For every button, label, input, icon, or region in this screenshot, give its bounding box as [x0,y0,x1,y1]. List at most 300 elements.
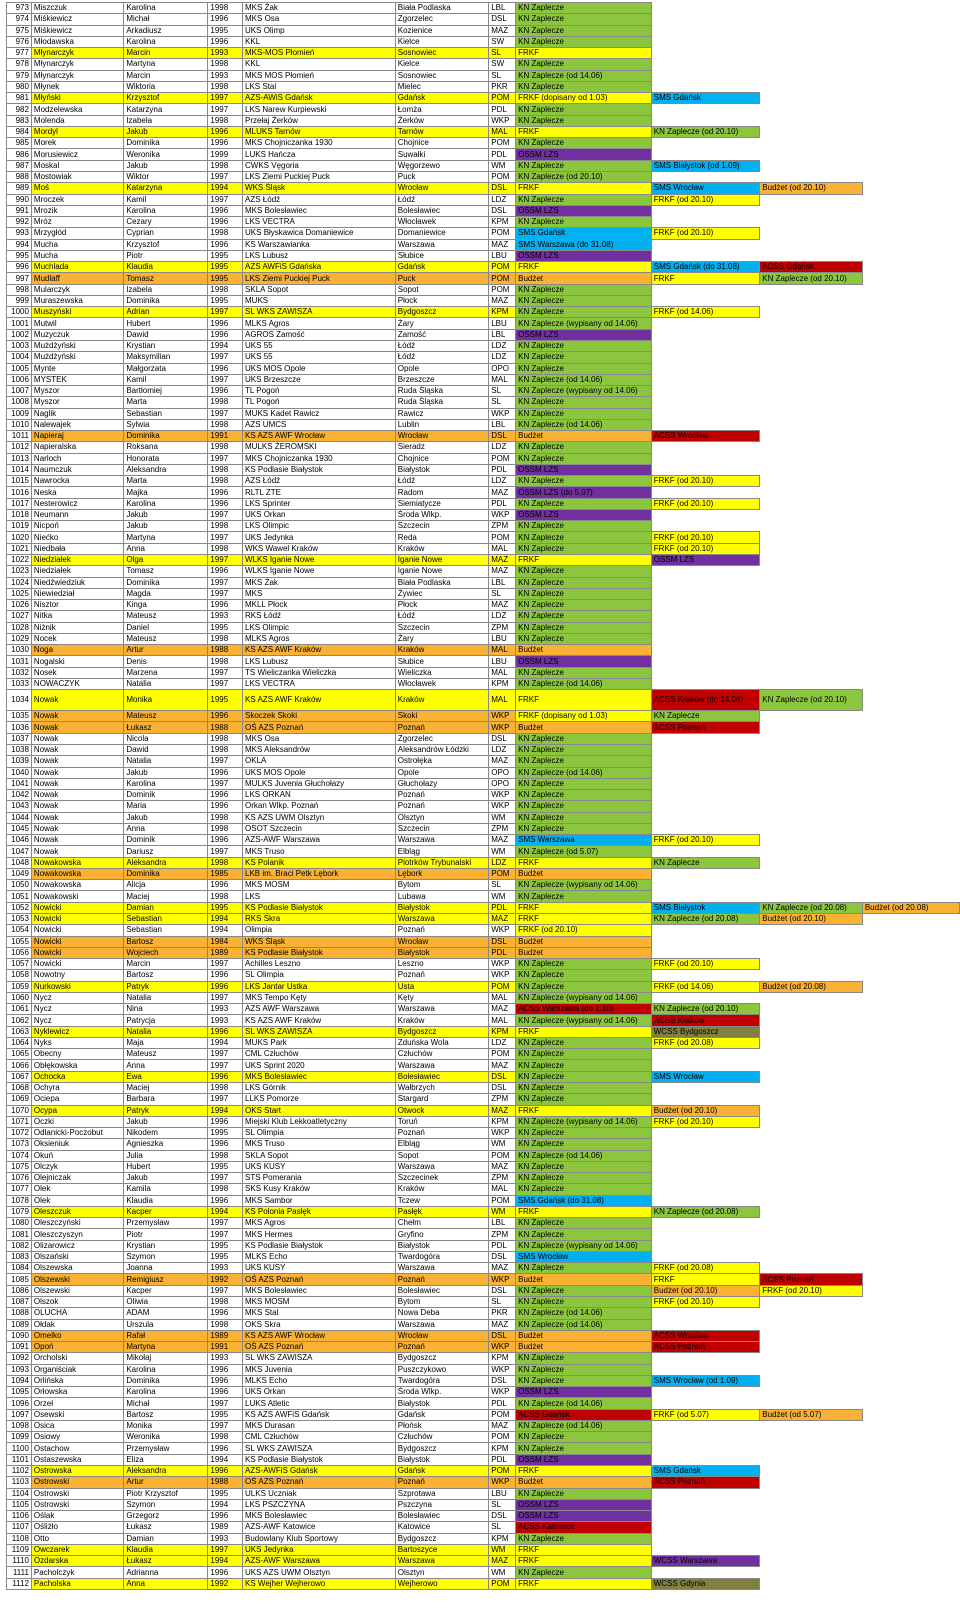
club-cell: LKS VECTRA [243,678,396,689]
birth-year-cell: 1997 [208,1229,243,1240]
surname-cell: Niżnik [31,622,123,633]
birth-year-cell: 1997 [208,667,243,678]
club-cell: LKS Lubusz [243,656,396,667]
table-row [7,1082,960,1093]
club-cell: KKL [243,59,396,70]
table-row [7,138,960,149]
empty-cell [862,1240,959,1251]
birth-year-cell: 1997 [208,992,243,1003]
surname-cell: Olizarowicz [31,1240,123,1251]
program-2-cell: FRKF (od 20.10) [651,1116,760,1127]
empty-cell [651,419,760,430]
surname-cell: Nalewajek [31,419,123,430]
region-cell: OPO [489,767,516,778]
city-cell: Chełm [395,1218,489,1229]
first-name-cell: Łukasz [124,1522,208,1533]
club-cell: KS Warszawianka [243,239,396,250]
empty-cell [862,1297,959,1308]
table-row [7,352,960,363]
row-number-cell: 1016 [7,487,32,498]
empty-cell [862,633,959,644]
region-cell: WKP [489,408,516,419]
program-1-cell: KN Zaplecze [516,1364,652,1375]
empty-cell [760,1567,863,1578]
city-cell: Słubice [395,656,489,667]
club-cell: AZS-AWF Warszawa [243,1556,396,1567]
empty-cell [651,487,760,498]
program-1-cell: SMS Wrocław [516,1251,652,1262]
region-cell: POM [489,532,516,543]
surname-cell: Nowak [31,733,123,744]
surname-cell: Nowicki [31,902,123,913]
city-cell: Sopot [395,1150,489,1161]
club-cell: OŚ AZS Poznań [243,1477,396,1488]
first-name-cell: Olga [124,555,208,566]
club-cell: SL WKS ZAWISZA [243,307,396,318]
empty-cell [760,1229,863,1240]
surname-cell: Nowakowska [31,880,123,891]
first-name-cell: Roksana [124,442,208,453]
empty-cell [862,678,959,689]
row-number-cell: 1089 [7,1319,32,1330]
club-cell: SKLA Sopot [243,284,396,295]
row-number-cell: 1035 [7,711,32,722]
empty-cell [862,25,959,36]
row-number-cell: 1013 [7,453,32,464]
surname-cell: Orcholski [31,1353,123,1364]
row-number-cell: 990 [7,194,32,205]
club-cell: OŚ AZS Poznań [243,722,396,733]
table-row [7,1319,960,1330]
birth-year-cell: 1995 [208,902,243,913]
region-cell: MAL [489,543,516,554]
surname-cell: Naumczuk [31,464,123,475]
surname-cell: Młyński [31,93,123,104]
row-number-cell: 988 [7,171,32,182]
first-name-cell: Rafał [124,1330,208,1341]
city-cell: Białystok [395,1454,489,1465]
club-cell: TS Wieliczanka Wieliczka [243,667,396,678]
club-cell: MUKS Kadet Rawicz [243,408,396,419]
club-cell: MLKS Echo [243,1375,396,1386]
empty-cell [651,1150,760,1161]
table-row [7,104,960,115]
table-row [7,622,960,633]
empty-cell [862,622,959,633]
region-cell: WKP [489,1477,516,1488]
empty-cell [862,1139,959,1150]
first-name-cell: Hubert [124,318,208,329]
table-row [7,419,960,430]
empty-cell [862,846,959,857]
empty-cell [651,397,760,408]
empty-cell [651,790,760,801]
empty-cell [760,318,863,329]
club-cell: MLKS Agros [243,633,396,644]
program-1-cell: KN Zaplecze (od 14.06) [516,374,652,385]
table-row [7,521,960,532]
program-1-cell: KN Zaplecze (od 14.06) [516,767,652,778]
club-cell: KS AZS AWF Wrocław [243,1330,396,1341]
empty-cell [862,767,959,778]
empty-cell [651,81,760,92]
first-name-cell: Daniel [124,622,208,633]
birth-year-cell: 1996 [208,767,243,778]
birth-year-cell: 1997 [208,1060,243,1071]
program-1-cell: KN Zaplecze [516,104,652,115]
empty-cell [862,1432,959,1443]
row-number-cell: 1061 [7,1004,32,1015]
empty-cell [862,1488,959,1499]
empty-cell [862,1556,959,1567]
first-name-cell: Remigiusz [124,1274,208,1285]
surname-cell: Nogalski [31,656,123,667]
first-name-cell: Kamil [124,374,208,385]
birth-year-cell: 1996 [208,790,243,801]
row-number-cell: 1058 [7,970,32,981]
table-row [7,3,960,14]
first-name-cell: Ewa [124,1071,208,1082]
birth-year-cell: 1994 [208,1105,243,1116]
empty-cell [862,273,959,284]
city-cell: Kraków [395,1184,489,1195]
first-name-cell: Piotr [124,250,208,261]
surname-cell: Nowicki [31,936,123,947]
empty-cell [651,566,760,577]
empty-cell [862,1195,959,1206]
city-cell: Gdańsk [395,93,489,104]
empty-cell [862,835,959,846]
empty-cell [760,104,863,115]
program-1-cell: KN Zaplecze [516,543,652,554]
surname-cell: Molenda [31,115,123,126]
program-2-cell: ACSS Wrocław [651,1330,760,1341]
empty-cell [862,104,959,115]
program-1-cell: FRKF [516,126,652,137]
surname-cell: Młynarczyk [31,59,123,70]
program-1-cell: KN Zaplecze [516,981,652,992]
row-number-cell: 1009 [7,408,32,419]
program-2-cell: WCSS Gdynia [651,1578,760,1589]
birth-year-cell: 1997 [208,104,243,115]
city-cell: Gryfino [395,1229,489,1240]
first-name-cell: Anna [124,543,208,554]
program-1-cell: KN Zaplecze [516,1567,652,1578]
empty-cell [862,1082,959,1093]
empty-cell [862,284,959,295]
row-number-cell: 1065 [7,1049,32,1060]
empty-cell [760,1251,863,1262]
birth-year-cell: 1998 [208,397,243,408]
region-cell: LDZ [489,611,516,622]
region-cell: PDL [489,464,516,475]
first-name-cell: Dominika [124,577,208,588]
empty-cell [760,733,863,744]
club-cell: OKS Start [243,1105,396,1116]
region-cell: ZPM [489,823,516,834]
surname-cell: Olek [31,1195,123,1206]
empty-cell [862,1511,959,1522]
empty-cell [760,160,863,171]
program-1-cell: KN Zaplecze [516,1218,652,1229]
table-row [7,1499,960,1510]
surname-cell: Okuń [31,1150,123,1161]
table-row [7,194,960,205]
club-cell: KS Podlasie Białystok [243,947,396,958]
first-name-cell: Bartosz [124,936,208,947]
region-cell: PKR [489,1308,516,1319]
row-number-cell: 1002 [7,329,32,340]
birth-year-cell: 1997 [208,1218,243,1229]
city-cell: Bolesławiec [395,205,489,216]
empty-cell [862,340,959,351]
region-cell: WKP [489,790,516,801]
program-1-cell: KN Zaplecze [516,1082,652,1093]
city-cell: Otwock [395,1105,489,1116]
city-cell: Radom [395,487,489,498]
surname-cell: Niewiedział [31,588,123,599]
surname-cell: Olszok [31,1297,123,1308]
empty-cell [760,1364,863,1375]
city-cell: Bydgoszcz [395,1353,489,1364]
city-cell: Żywiec [395,588,489,599]
empty-cell [651,1319,760,1330]
empty-cell [760,1488,863,1499]
club-cell: LKS Narew Kurpiewski [243,104,396,115]
first-name-cell: Arkadiusz [124,25,208,36]
club-cell: MKS Żak [243,3,396,14]
empty-cell [760,239,863,250]
empty-cell [651,992,760,1003]
birth-year-cell: 1997 [208,555,243,566]
program-1-cell: KN Zaplecze (od 14.06) [516,1319,652,1330]
birth-year-cell: 1993 [208,48,243,59]
empty-cell [651,363,760,374]
program-1-cell: OSSM LZS [516,1499,652,1510]
table-row [7,295,960,306]
row-number-cell: 1024 [7,577,32,588]
program-1-cell: KN Zaplecze [516,25,652,36]
surname-cell: Nitka [31,611,123,622]
empty-cell [651,600,760,611]
table-row [7,408,960,419]
row-number-cell: 1020 [7,532,32,543]
program-2-cell: ACSS Poznań [651,1342,760,1353]
program-1-cell: Budżet [516,722,652,733]
club-cell: KKL [243,36,396,47]
city-cell: Lublin [395,419,489,430]
empty-cell [862,1477,959,1488]
empty-cell [862,1353,959,1364]
region-cell: SL [489,880,516,891]
empty-cell [760,363,863,374]
empty-cell [651,509,760,520]
birth-year-cell: 1995 [208,622,243,633]
row-number-cell: 1095 [7,1387,32,1398]
club-cell: WLKS Iganie Nowe [243,555,396,566]
program-1-cell: KN Zaplecze (wypisany od 14.06) [516,880,652,891]
empty-cell [651,767,760,778]
city-cell: Elbląg [395,846,489,857]
region-cell: SL [489,70,516,81]
row-number-cell: 1091 [7,1342,32,1353]
empty-cell [862,250,959,261]
row-number-cell: 1044 [7,812,32,823]
surname-cell: Nicpoń [31,521,123,532]
first-name-cell: Przemysław [124,1218,208,1229]
birth-year-cell: 1998 [208,1184,243,1195]
city-cell: Białystok [395,1398,489,1409]
city-cell: Olsztyn [395,812,489,823]
club-cell: UKS KUSY [243,1161,396,1172]
empty-cell [862,1037,959,1048]
first-name-cell: Wiktoria [124,81,208,92]
empty-cell [862,329,959,340]
empty-cell [651,1511,760,1522]
first-name-cell: Michał [124,1398,208,1409]
surname-cell: Nycz [31,992,123,1003]
empty-cell [862,262,959,273]
row-number-cell: 1022 [7,555,32,566]
region-cell: POM [489,981,516,992]
region-cell: LBU [489,633,516,644]
empty-cell [862,947,959,958]
program-2-cell: ACSS Poznań [651,722,760,733]
row-number-cell: 975 [7,25,32,36]
empty-cell [862,880,959,891]
region-cell: LBU [489,250,516,261]
club-cell: LKS [243,891,396,902]
club-cell: MKS Agros [243,1218,396,1229]
table-row [7,171,960,182]
city-cell: Poznań [395,722,489,733]
table-row [7,1432,960,1443]
city-cell: Elbląg [395,1139,489,1150]
birth-year-cell: 1998 [208,442,243,453]
empty-cell [651,442,760,453]
region-cell: ZPM [489,1173,516,1184]
club-cell: KS AZS UWM Olsztyn [243,812,396,823]
empty-cell [651,1533,760,1544]
table-row [7,1420,960,1431]
empty-cell [760,678,863,689]
empty-cell [760,778,863,789]
city-cell: Warszawa [395,1319,489,1330]
city-cell: Nowa Deba [395,1308,489,1319]
empty-cell [651,1195,760,1206]
birth-year-cell: 1996 [208,363,243,374]
empty-cell [862,93,959,104]
club-cell: KS Podlasie Białystok [243,1454,396,1465]
region-cell: LDZ [489,1037,516,1048]
empty-cell [760,992,863,1003]
region-cell: MAZ [489,600,516,611]
program-1-cell: KN Zaplecze [516,756,652,767]
birth-year-cell: 1994 [208,1454,243,1465]
empty-cell [760,1522,863,1533]
surname-cell: Modzelewska [31,104,123,115]
surname-cell: Nesterowicz [31,498,123,509]
city-cell: Sieradz [395,442,489,453]
empty-cell [760,959,863,970]
empty-cell [651,1094,760,1105]
empty-cell [862,1319,959,1330]
birth-year-cell: 1998 [208,81,243,92]
empty-cell [862,138,959,149]
first-name-cell: Dawid [124,329,208,340]
club-cell: TL Pogoń [243,386,396,397]
region-cell: PDL [489,1454,516,1465]
birth-year-cell: 1995 [208,295,243,306]
birth-year-cell: 1997 [208,1398,243,1409]
birth-year-cell: 1998 [208,745,243,756]
table-row [7,1308,960,1319]
table-row [7,59,960,70]
program-3-cell: KN Zaplecze (od 20.10) [760,690,863,711]
surname-cell: Mrzygłód [31,228,123,239]
first-name-cell: Adrian [124,307,208,318]
birth-year-cell: 1993 [208,1353,243,1364]
table-row [7,1375,960,1386]
surname-cell: Nowak [31,690,123,711]
empty-cell [862,801,959,812]
region-cell: WKP [489,1387,516,1398]
club-cell: SL WKS ZAWISZA [243,1443,396,1454]
program-2-cell: WCSS Warszawa [651,1556,760,1567]
surname-cell: Opoń [31,1342,123,1353]
first-name-cell: Marcin [124,48,208,59]
row-number-cell: 973 [7,3,32,14]
table-row [7,397,960,408]
surname-cell: Mucha [31,250,123,261]
table-row [7,1466,960,1477]
birth-year-cell: 1988 [208,722,243,733]
program-2-cell: FRKF (od 20.10) [651,476,760,487]
empty-cell [651,801,760,812]
birth-year-cell: 1997 [208,1285,243,1296]
empty-cell [760,1116,863,1127]
region-cell: MAL [489,992,516,1003]
city-cell: Stargard [395,1094,489,1105]
empty-cell [651,645,760,656]
table-row [7,555,960,566]
city-cell: Żary [395,633,489,644]
program-3-cell: Budżet (od 5.07) [760,1409,863,1420]
region-cell: WKP [489,970,516,981]
row-number-cell: 1012 [7,442,32,453]
club-cell: MKS Bolesławiec [243,1071,396,1082]
club-cell: Miejski Klub Lekkoatletyczny [243,1116,396,1127]
table-row [7,992,960,1003]
program-1-cell: KN Zaplecze [516,340,652,351]
row-number-cell: 1088 [7,1308,32,1319]
row-number-cell: 1019 [7,521,32,532]
city-cell: Toruń [395,1116,489,1127]
empty-cell [862,656,959,667]
program-1-cell: KN Zaplecze [516,408,652,419]
program-2-cell: FRKF (od 14.06) [651,307,760,318]
table-row [7,93,960,104]
empty-cell [862,600,959,611]
table-row [7,925,960,936]
empty-cell [862,1251,959,1262]
surname-cell: Nowicki [31,913,123,924]
first-name-cell: Kamil [124,194,208,205]
city-cell: Warszawa [395,1004,489,1015]
birth-year-cell: 1996 [208,1139,243,1150]
birth-year-cell: 1996 [208,1511,243,1522]
first-name-cell: Martyna [124,1342,208,1353]
